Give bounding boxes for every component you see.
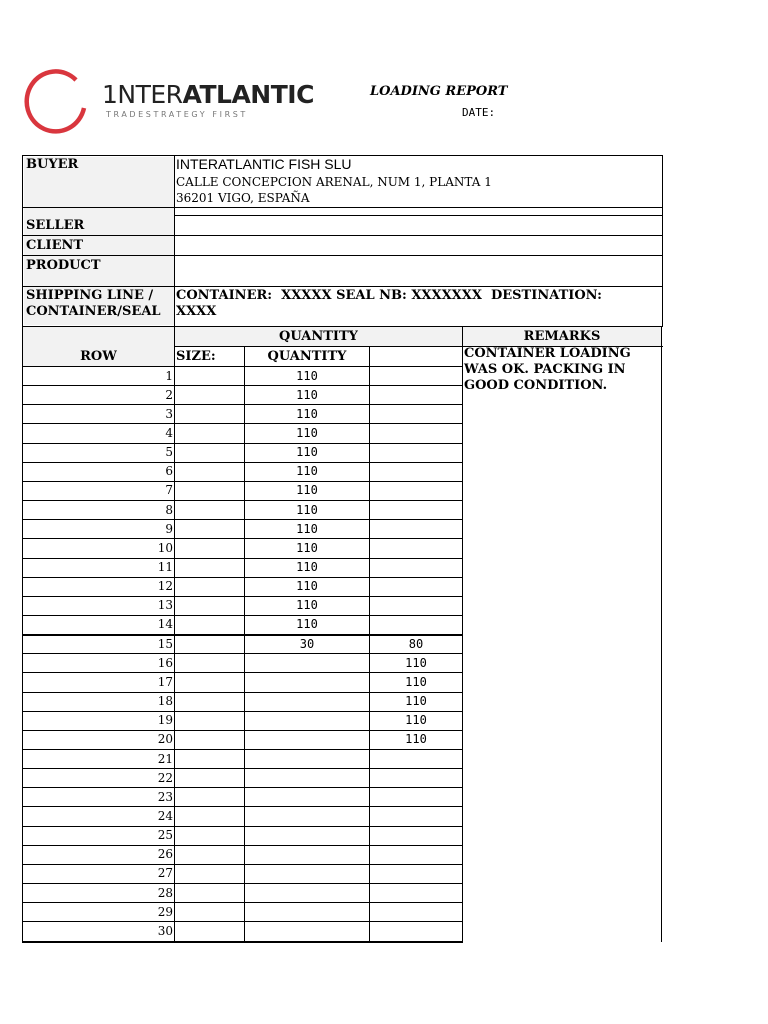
quantity-cell: 110 [296,617,318,632]
row-number: 24 [157,808,173,823]
extra-quantity-cell: 80 [408,636,424,651]
quantity-cell: 110 [296,387,318,402]
extra-quantity-cell: 110 [405,694,427,709]
quantity-cell: 110 [296,464,318,479]
quantity-cell: 110 [296,483,318,498]
buyer-name: INTERATLANTIC FISH SLU [176,156,352,172]
quantity-cell: 110 [296,502,318,517]
quantity-cell: 110 [296,368,318,383]
row-number: 6 [165,464,173,479]
quantity-cell: 110 [296,560,318,574]
extra-quantity-cell: 110 [405,732,427,747]
client-label: CLIENT [26,238,84,253]
product-label: PRODUCT [26,258,101,273]
buyer-address-line-1: CALLE CONCEPCION ARENAL, NUM 1, PLANTA 1 [176,175,492,189]
row-number: 16 [157,655,173,670]
divider [22,286,663,287]
quantity-cell: 30 [299,636,315,651]
remarks-text: CONTAINER LOADING WAS OK. PACKING IN GOOD CONDITION. [464,346,631,393]
row-number: 7 [165,483,173,498]
size-header: SIZE: [176,349,216,364]
row-number: 5 [165,445,173,460]
row-number: 2 [165,387,173,402]
extra-quantity-cell: 110 [405,674,427,689]
grid-subheader-line [174,346,663,347]
row-number: 26 [157,847,173,862]
row-number: 28 [157,885,173,900]
logo-wordmark: 1NTERATLANTIC [102,80,314,109]
row-number: 3 [165,406,173,421]
row-number: 23 [157,789,173,804]
buyer-address-line-2: 36201 VIGO, ESPAÑA [176,191,310,205]
row-number: 9 [165,521,173,536]
shipping-value-line-1: CONTAINER: XXXXX SEAL NB: XXXXXXX DESTINATION: [176,288,602,303]
extra-quantity-cell: 110 [405,655,427,670]
row-number: 19 [157,713,173,728]
divider [22,235,663,236]
row-number: 25 [157,828,173,843]
buyer-label: BUYER [26,157,79,172]
quantity-cell: 110 [296,579,318,594]
extra-quantity-cell: 110 [405,713,427,728]
grid-top-line [22,326,663,327]
interatlantic-logo-ring [24,68,88,136]
seller-label: SELLER [26,218,85,233]
row-number: 29 [157,904,173,919]
divider [174,215,663,216]
row-number: 15 [157,636,173,651]
row-header: ROW [80,349,117,364]
row-number: 12 [157,579,173,594]
row-number: 27 [157,866,173,881]
row-number: 1 [165,368,173,383]
row-number: 4 [165,425,173,440]
row-number: 20 [157,732,173,747]
quantity-subheader: QUANTITY [267,349,347,364]
quantity-cell: 110 [296,521,318,536]
row-number: 21 [157,751,173,766]
shipping-label-line-2: CONTAINER/SEAL [26,304,161,319]
quantity-cell: 110 [296,598,318,613]
row-number: 8 [165,502,173,517]
label-divider [174,155,175,327]
quantity-cell: 110 [296,406,318,421]
grid-border-right [661,327,662,942]
quantity-header: QUANTITY [279,329,358,344]
row-number: 18 [157,694,173,709]
row-number: 10 [157,540,173,555]
quantity-cell: 110 [296,425,318,440]
remarks-header: REMARKS [523,329,601,344]
row-number: 30 [157,923,173,938]
report-title: LOADING REPORT [370,84,508,99]
divider [22,255,663,256]
logo-tagline: TRADESTRATEGY FIRST [106,110,248,119]
row-number: 14 [157,617,173,632]
row-number: 17 [157,674,173,689]
row-number: 11 [157,560,173,574]
quantity-cell: 110 [296,445,318,460]
row-number: 22 [157,770,173,785]
grid-bottom-line [22,941,463,943]
shipping-value-line-2: XXXX [176,304,217,319]
divider [22,207,663,208]
row-number: 13 [157,598,173,613]
shipping-label-line-1: SHIPPING LINE / [26,288,154,303]
quantity-cell: 110 [296,540,318,555]
date-label: DATE: [462,106,496,119]
